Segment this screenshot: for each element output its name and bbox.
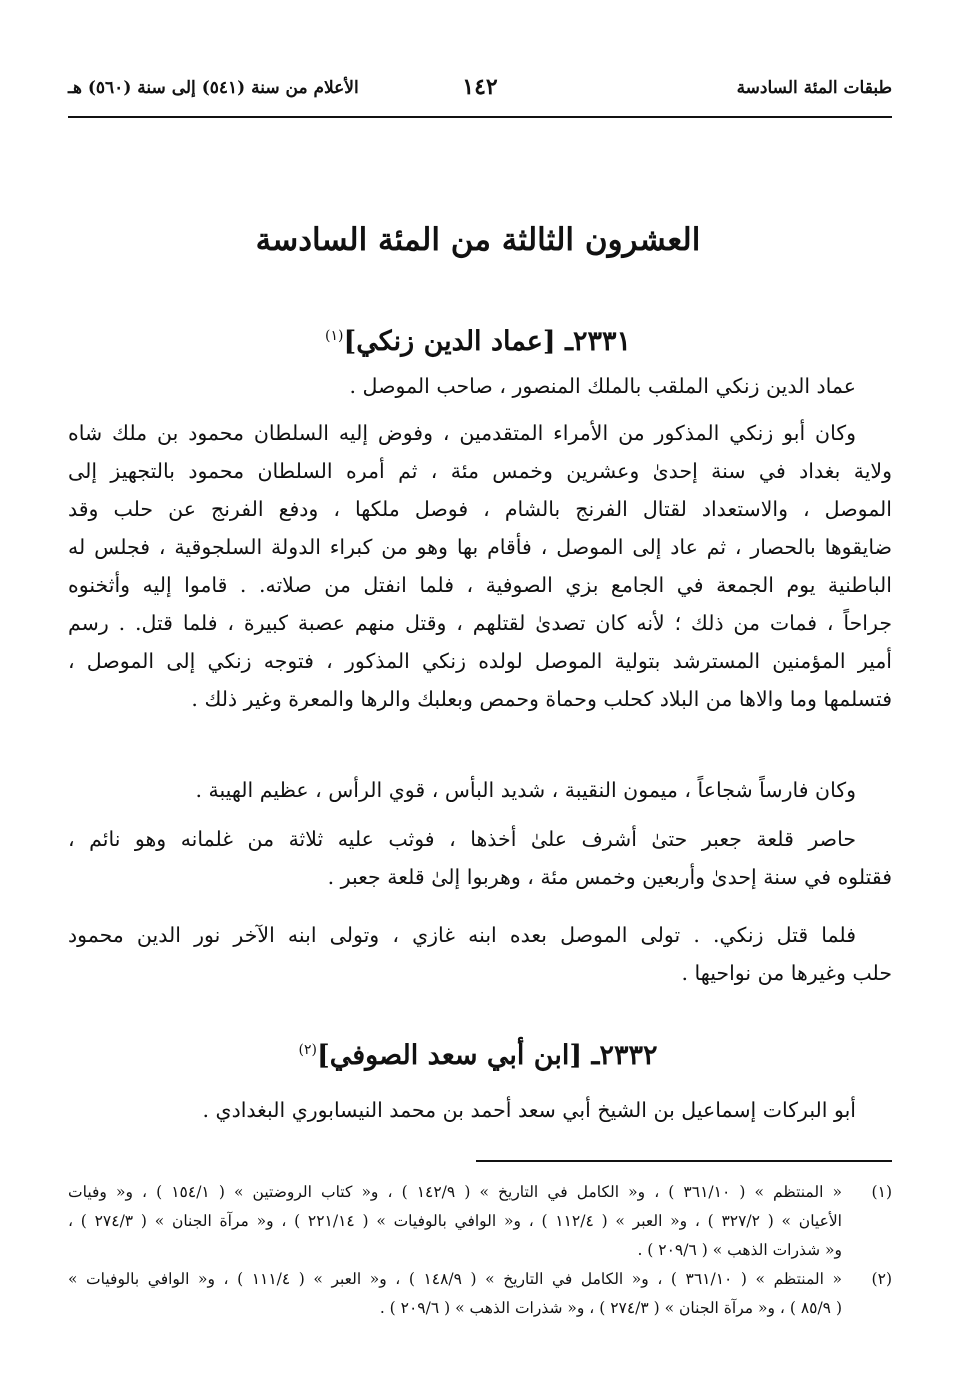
footnote-ref: (٢): [298, 1042, 317, 1058]
text-line: أمير المؤمنين المسترشد بتولية الموصل لولده زنكي المذكور ، فتوجه زنكي إلى الموصل ،: [68, 649, 892, 673]
entry-heading-2331: [60, 326, 896, 357]
header-year-range: الأعلام من سنة (٥٤١) إلى سنة (٥٦٠) هـ: [68, 78, 359, 98]
footnote-number: (٢): [871, 1270, 892, 1288]
text-line: وكان فارساً شجاعاً ، ميمون النقيبة ، شديد البأس ، قوي الرأس ، عظيم الهيبة .: [195, 778, 856, 802]
header-section-title: طبقات المئة السادسة: [736, 78, 892, 98]
footnote-2: [68, 1265, 892, 1323]
footnote-line: و« شذرات الذهب » ( ٢٠٩/٦ ) .: [637, 1241, 842, 1259]
running-header: [68, 74, 892, 112]
paragraph: [68, 1091, 892, 1129]
text-line: ولاية بغداد في سنة إحدىٰ وعشرين وخمس مئة ، ثم أمره السلطان محمود بالتجهيز إلى: [68, 459, 892, 483]
text-line: الموصل ، والاستعداد لقتال الفرنج بالشام ، فوصل ملكها ، ودفع الفرنج عن حلب وقد: [68, 497, 892, 521]
text-line: الباطنية يوم الجمعة في الجامع بزي الصوفية ، فلما انفتل من صلاته. . قاموا إليه وأثخنوه: [68, 573, 892, 597]
text-line: أبو البركات إسماعيل بن الشيخ أبي سعد أحمد بن محمد النيسابوري البغدادي .: [202, 1098, 856, 1122]
paragraph: [68, 414, 892, 718]
footnote-line: « المنتظم » ( ٣٦١/١٠ ) ، و« الكامل في التاريخ » ( ١٤٨/٩ ) ، و« العبر » ( ١١١/٤ ) ، و« الوافي بالوفيات »: [68, 1270, 842, 1288]
text-line: حاصر قلعة جعبر حتىٰ أشرف علىٰ أخذها ، فوثب عليه ثلاثة من غلمانه وهو نائم ،: [68, 827, 856, 851]
paragraph: [68, 916, 892, 992]
text-line: فتسلمها وما والاها من البلاد كحلب وحماة وحمص وبعلبك والرها والمعرة وغير ذلك .: [191, 687, 892, 711]
footnote-number: (١): [871, 1183, 892, 1201]
text-line: جراحاً ، فمات من ذلك ؛ لأنه كان تصدىٰ لقتلهم ، وقتل منهم عصبة كبيرة ، فلما قتل. . رسم: [68, 611, 892, 635]
paragraph: [68, 820, 892, 896]
footnote-line: الأعيان » ( ٣٢٧/٢ ) ، و« العبر » ( ١١٢/٤ ) ، و« الوافي بالوفيات » ( ٢٢١/١٤ ) ، و« مرآة الجنان » ( ٢٧٤/٣ ) ،: [68, 1212, 842, 1230]
text-line: حلب وغيرها من نواحيها .: [681, 961, 892, 985]
footnote-ref: (١): [324, 328, 344, 344]
footnote-1: [68, 1178, 892, 1265]
text-line: وكان أبو زنكي المذكور من الأمراء المتقدمين ، وفوض إليه السلطان محمود بن ملك شاه: [68, 421, 856, 445]
paragraph: [68, 771, 892, 809]
page-number: ١٤٢: [462, 74, 498, 100]
paragraph: [68, 367, 892, 405]
footnote-line: « المنتظم » ( ٣٦١/١٠ ) ، و« الكامل في التاريخ » ( ١٤٢/٩ ) ، و« كتاب الروضتين » ( ١٥٤/١ ) ، و« وفيات: [68, 1183, 842, 1201]
entry-heading-text: ٢٣٣٢ـ [ابن أبي سعد الصوفي]: [316, 1040, 658, 1071]
footnote-rule: [476, 1160, 892, 1162]
text-line: فلما قتل زنكي. . تولى الموصل بعده ابنه غازي ، وتولى ابنه الآخر نور الدين محمود: [68, 923, 856, 947]
text-line: فقتلوه في سنة إحدىٰ وأربعين وخمس مئة ، وهربوا إلىٰ قلعة جعبر .: [327, 865, 892, 889]
header-rule: [68, 116, 892, 118]
footnotes: [68, 1178, 892, 1323]
entry-heading-2332: [60, 1040, 896, 1071]
text-line: ضايقوها بالحصار ، ثم عاد إلى الموصل ، فأقام بها وهو من كبراء الدولة السلجوقية ، فجلس له: [68, 535, 892, 559]
chapter-title: العشرون الثالثة من المئة السادسة: [255, 222, 701, 258]
footnote-line: ( ٨٥/٩ ) ، و« مرآة الجنان » ( ٢٧٤/٣ ) ، و« شذرات الذهب » ( ٢٠٩/٦ ) .: [379, 1299, 842, 1317]
entry-heading-text: ٢٣٣١ـ [عماد الدين زنكي]: [343, 326, 632, 357]
text-line: عماد الدين زنكي الملقب بالملك المنصور ، صاحب الموصل .: [349, 374, 856, 398]
